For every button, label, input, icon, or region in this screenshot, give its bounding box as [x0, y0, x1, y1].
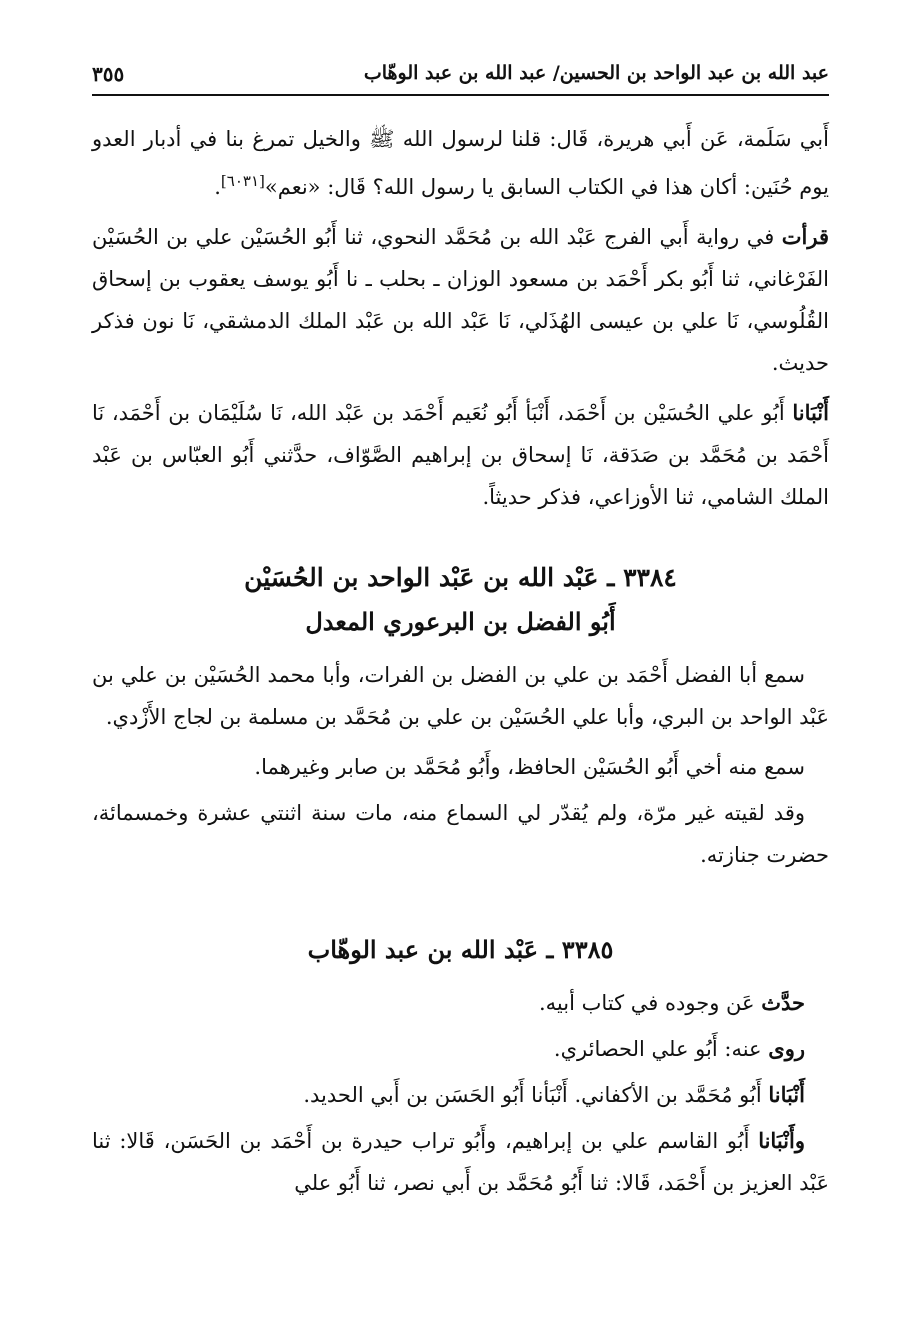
- paragraph-lead-word: أَنْبَانا: [792, 400, 829, 425]
- paragraph-text: أَبي سَلَمة، عَن أَبي هريرة، قَال: قلنا لرسول الله ﷺ والخيل تمرغ بنا في أدبار العدو يوم حُنَين: أكان هذا في الكتاب السابق يا رسول الله؟ قَال: «نعم»: [92, 127, 829, 199]
- paragraph-lead-word: روى: [768, 1036, 805, 1061]
- paragraph-text: أَبُو القاسم علي بن إبراهيم، وأَبُو تراب حيدرة بن أَحْمَد بن الحَسَن، قَالا: ثنا عَبْد العزيز بن أَحْمَد، قَالا: ثنا أَبُو مُحَمَّد بن أَبي نصر، ثنا أَبُو علي: [92, 1129, 829, 1195]
- paragraph-text: عنه: أَبُو علي الحصائري.: [553, 1037, 769, 1061]
- entry-subtitle-3384: أَبُو الفضل بن البرعوري المعدل: [305, 607, 616, 636]
- paragraph-lead-word: حدَّث: [761, 990, 805, 1015]
- paragraph-lead-word: وأَنْبَانا: [758, 1128, 805, 1153]
- section-spacer: [92, 526, 829, 556]
- paragraph-lead-word: قرأت: [781, 224, 829, 249]
- paragraph-entry-3384-students: سمع منه أخي أَبُو الحُسَيْن الحافظ، وأَبُو مُحَمَّد بن صابر وغيرهما.: [254, 755, 805, 779]
- paragraph-anbana: [92, 392, 829, 518]
- entry-title-3385: ٣٣٨٥ ـ عَبْد الله بن عبد الوهّاب: [307, 935, 614, 964]
- paragraph-entry-3385-anbana: [92, 1074, 829, 1116]
- paragraph-hadith-continuation: أَبي سَلَمة، عَن أَبي هريرة، قَال: قلنا لرسول الله ﷺ والخيل تمرغ بنا في أدبار العدو يوم حُنَين: أكان هذا في الكتاب السابق يا رسول الله؟ قَال: «نعم»[٦٠٣١].: [92, 127, 829, 199]
- paragraph-lead-word: أَنْبَانا: [768, 1082, 805, 1107]
- paragraph-text: أَبُو علي الحُسَيْن بن أَحْمَد، أَنْبَأ أَبُو نُعَيم أَحْمَد بن عَبْد الله، نَا سُلَيْمَان بن أَحْمَد، نَا أَحْمَد بن مُحَمَّد بن صَدَقة، نَا إسحاق بن إبراهيم الصَّوّاف، حدَّثني أَبُو العبّاس بن عَبْد الملك الشامي، ثنا الأوزاعي، فذكر حديثاً.: [92, 401, 829, 509]
- paragraph-entry-3385-wa-anbana: [92, 1120, 829, 1204]
- paragraph-qarat: [92, 216, 829, 384]
- paragraph-entry-3385-rawa: [92, 1028, 829, 1070]
- page-content: [92, 118, 829, 1212]
- entry-title-3384: ٣٣٨٤ ـ عَبْد الله بن عَبْد الواحد بن الحُسَيْن: [244, 563, 677, 592]
- paragraph-text: في رواية أَبي الفرج عَبْد الله بن مُحَمَّد النحوي، ثنا أَبُو الحُسَيْن علي بن الحُسَيْن الفَرْغاني، ثنا أَبُو بكر أَحْمَد بن مسعود الوزان ـ بحلب ـ نا أَبُو يوسف يعقوب بن إسحاق القُلُوسي، نَا علي بن عيسى الهُذَلي، نَا عَبْد الله بن عَبْد الملك الدمشقي، نَا نون فذكر حديث.: [92, 225, 829, 375]
- section-spacer: [92, 884, 829, 928]
- paragraph-entry-3385-haddath: [92, 982, 829, 1024]
- paragraph-text: عَن وجوده في كتاب أبيه.: [539, 991, 762, 1015]
- paragraph-text: أَبُو مُحَمَّد بن الأكفاني. أَنْبَأنا أَبُو الحَسَن بن أَبي الحديد.: [303, 1083, 769, 1107]
- page-header: [92, 58, 829, 96]
- running-title: عبد الله بن عبد الواحد بن الحسين/ عبد الله بن عبد الوهّاب: [363, 62, 829, 84]
- hadith-reference-number: [٦٠٣١]: [220, 172, 265, 190]
- paragraph-entry-3384-death: وقد لقيته غير مرّة، ولم يُقدّر لي السماع منه، مات سنة اثنتي عشرة وخمسمائة، حضرت جنازته.: [92, 801, 829, 867]
- page-number: ٣٥٥: [92, 62, 125, 86]
- paragraph-entry-3384-teachers: سمع أبا الفضل أَحْمَد بن علي بن الفضل بن الفرات، وأبا محمد الحُسَيْن بن علي بن عَبْد الواحد بن البري، وأبا علي الحُسَيْن بن علي بن مُحَمَّد بن مسلمة بن لجاج الأَزْدي.: [92, 663, 829, 729]
